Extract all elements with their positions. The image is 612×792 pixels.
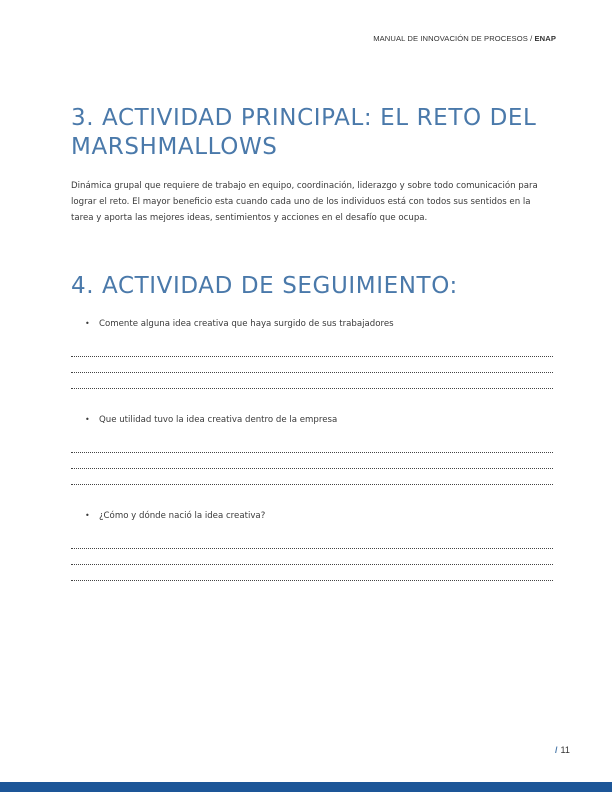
question-text: Que utilidad tuvo la idea creativa dentro de la empresa	[99, 415, 338, 425]
answer-line[interactable]	[71, 356, 553, 357]
bullet-icon: •	[85, 319, 90, 328]
bullet-icon: •	[85, 415, 90, 424]
page-number-value: 11	[560, 745, 570, 755]
section-3-description: Dinámica grupal que requiere de trabajo en equipo, coordinación, liderazgo y sobre todo comunicación para lograr el reto. El mayor beneficio esta cuando cada uno de los individuos está con todos sus sentidos en la tarea y aporta las mejores ideas, sentimientos y acciones en el desafío que ocupa.	[71, 181, 538, 223]
question-block-3	[71, 510, 553, 524]
question-text: ¿Cómo y dónde nació la idea creativa?	[99, 511, 266, 521]
question-item	[71, 414, 553, 428]
answer-line[interactable]	[71, 548, 553, 549]
answer-line[interactable]	[71, 580, 553, 581]
running-header-org: ENAP	[534, 34, 556, 43]
answer-line[interactable]	[71, 484, 553, 485]
bullet-icon: •	[85, 511, 90, 520]
running-header	[373, 34, 556, 43]
question-block-1	[71, 318, 553, 332]
question-item	[71, 318, 553, 332]
question-item	[71, 510, 553, 524]
footer-bar	[0, 782, 612, 792]
answer-line[interactable]	[71, 564, 553, 565]
section-3-title: 3. ACTIVIDAD PRINCIPAL: EL RETO DEL MARSHMALLOWS	[71, 105, 537, 160]
page-number-slash: /	[555, 745, 558, 755]
question-text: Comente alguna idea creativa que haya surgido de sus trabajadores	[99, 319, 394, 329]
running-header-title: MANUAL DE INNOVACIÓN DE PROCESOS /	[373, 34, 535, 43]
question-block-2	[71, 414, 553, 428]
answer-line[interactable]	[71, 372, 553, 373]
section-4-title: 4. ACTIVIDAD DE SEGUIMIENTO:	[71, 273, 458, 299]
answer-line[interactable]	[71, 388, 553, 389]
answer-line[interactable]	[71, 452, 553, 453]
page-number	[555, 745, 570, 755]
answer-line[interactable]	[71, 468, 553, 469]
